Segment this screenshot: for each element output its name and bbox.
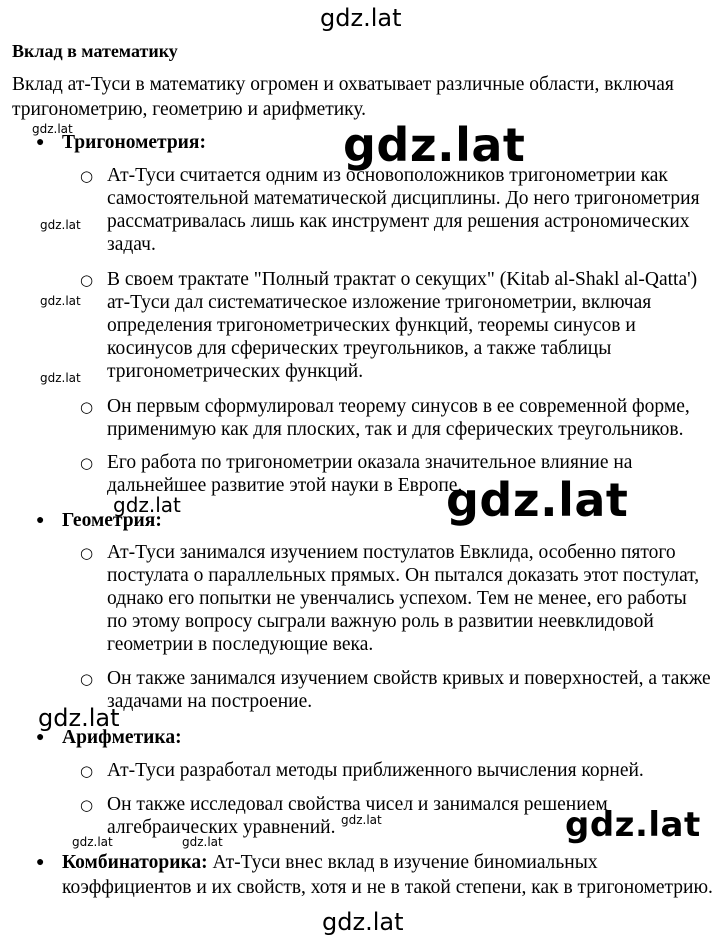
watermark-medium-1: gdz.lat <box>113 493 181 517</box>
circle-bullet-icon: ○ <box>80 544 94 562</box>
heading-combinatorics: Комбинаторика: <box>62 852 208 873</box>
watermark-large-2: gdz.lat <box>446 473 629 527</box>
circle-bullet-icon: ○ <box>80 271 94 289</box>
watermark-small-5: gdz.lat <box>341 813 382 827</box>
circle-bullet-icon: ○ <box>80 762 94 780</box>
circle-bullet-icon: ○ <box>80 398 94 416</box>
bullet-dot: ● <box>36 135 45 150</box>
watermark-small-1: gdz.lat <box>32 122 73 136</box>
watermark-large-3: gdz.lat <box>565 805 701 845</box>
heading-trigonometry: Тригонометрия: <box>62 132 206 153</box>
intro-paragraph: Вклад ат-Туси в математику огромен и охватывает различные области, включая тригонометрию, геометрию и арифметику. <box>12 74 674 120</box>
watermark-bottom: gdz.lat <box>322 908 404 936</box>
bullet-dot: ● <box>36 730 45 745</box>
circle-bullet-icon: ○ <box>80 670 94 688</box>
watermark-small-2: gdz.lat <box>40 218 81 232</box>
watermark-small-7: gdz.lat <box>182 835 223 849</box>
watermark-top: gdz.lat <box>320 4 402 32</box>
heading-geometry: Геометрия: <box>62 510 162 531</box>
section-title: Вклад в математику <box>12 41 178 61</box>
combinatorics-text: Ат-Туси внес вклад в изучение биномиальных коэффициентов и их свойств, хотя и не в такой степени, как в тригонометрию. <box>62 852 713 898</box>
watermark-medium-2: gdz.lat <box>38 704 120 732</box>
watermark-small-6: gdz.lat <box>72 835 113 849</box>
watermark-small-3: gdz.lat <box>40 294 81 308</box>
circle-bullet-icon: ○ <box>80 796 94 814</box>
bullet-dot: ● <box>36 513 45 528</box>
watermark-large-1: gdz.lat <box>343 118 526 172</box>
circle-bullet-icon: ○ <box>80 167 94 185</box>
heading-arithmetic: Арифметика: <box>62 727 182 748</box>
watermark-small-4: gdz.lat <box>40 371 81 385</box>
bullet-dot: ● <box>36 855 45 870</box>
circle-bullet-icon: ○ <box>80 454 94 472</box>
